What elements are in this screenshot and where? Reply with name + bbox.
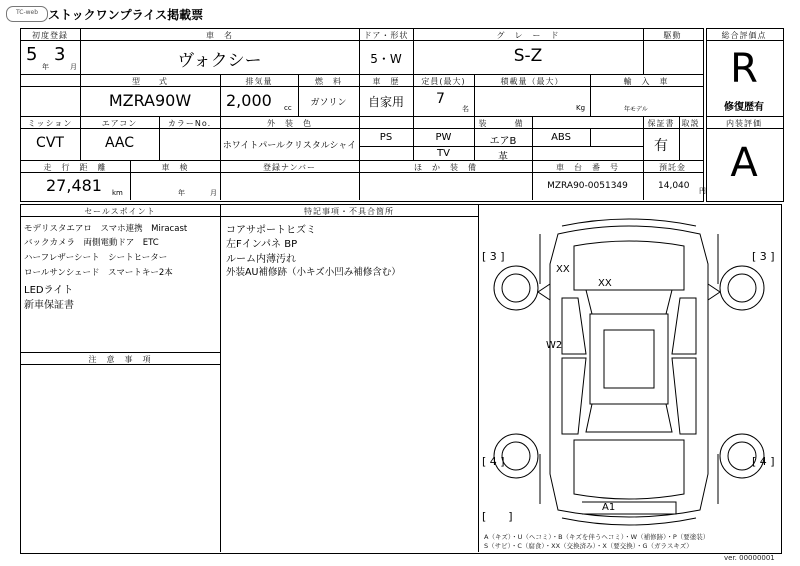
model-label: 型 式 (132, 77, 168, 86)
mark-w2: W2 (546, 340, 563, 351)
sales-point-2: バックカメラ 両側電動ドア ETC (24, 238, 159, 248)
inspection-label: 車 検 (161, 163, 189, 172)
displacement: 2,000 (226, 91, 272, 110)
panel-3-right: [ 3 ] (752, 250, 775, 263)
import-model-year: 年モデル (624, 106, 648, 113)
grade: S-Z (513, 46, 543, 66)
recycle-fee: 14,040 (658, 181, 690, 191)
usage-label: 車 歴 (372, 77, 400, 86)
capacity-unit: 名 (462, 105, 469, 113)
panel-4-right: [ 4 ] (752, 455, 775, 468)
equip-leather: 革 (498, 152, 508, 163)
reg-month: 3 (54, 44, 66, 65)
recycle-label: 預託金 (659, 163, 686, 172)
remark-4: 外装AU補修跡（小キズ小凹み補修含む） (226, 267, 401, 278)
equip-tv: TV (437, 148, 450, 159)
chassis-number: MZRA90-0051349 (547, 181, 628, 191)
import-label: 輸 入 車 (623, 77, 669, 86)
usage: 自家用 (367, 95, 404, 109)
notes-label: 注 意 事 項 (88, 355, 152, 364)
reg-year-unit: 年 (42, 63, 49, 71)
inspection-month-unit: 月 (210, 189, 217, 197)
displacement-unit: cc (284, 104, 292, 112)
door-shape-label: ドア・形状 (363, 31, 409, 40)
sales-point-3: ハーフレザーシート シートヒーター (24, 253, 168, 263)
reg-number-label: 登録ナンバー (262, 163, 317, 172)
car-diagram (478, 204, 780, 552)
equip-pw: PW (435, 132, 452, 143)
reg-month-unit: 月 (70, 63, 77, 71)
remark-3: ルーム内薄汚れ (226, 254, 296, 265)
car-name-label: 車 名 (206, 31, 233, 40)
overall-sub: 修復歴有 (724, 102, 764, 113)
overall-eval-label: 総合評価点 (721, 31, 767, 40)
panel-3-left: [ 3 ] (482, 250, 505, 263)
mission-label: ミッション (27, 119, 73, 128)
displacement-label: 排気量 (245, 77, 273, 86)
exterior-color: ホワイトパールクリスタルシャイ (222, 141, 357, 151)
warranty-label: 保証書 (647, 119, 675, 128)
sales-point-6: 新車保証書 (24, 300, 74, 311)
mission: CVT (36, 135, 64, 151)
mark-xx-center: XX (598, 278, 612, 289)
capacity: 7 (436, 91, 445, 107)
manual-label: 取説 (681, 119, 700, 128)
other-equip-label: ほ か 装 備 (414, 163, 477, 172)
equip-abs: ABS (551, 132, 571, 143)
door-shape: 5・W (370, 52, 402, 66)
remark-2: 左Fインパネ BP (226, 239, 298, 250)
sales-point-5: LEDライト (24, 285, 74, 296)
drive-label: 駆動 (663, 31, 682, 40)
panel-4-left: [ 4 ] (482, 455, 505, 468)
interior-eval-label: 内装評価 (726, 119, 762, 128)
panel-bracket-bottom: [ ] (482, 510, 513, 523)
inspection-year-unit: 年 (178, 189, 185, 197)
overall-score: R (730, 46, 758, 92)
load-label: 積載量（最大） (500, 77, 564, 86)
capacity-label: 定員(最大) (421, 77, 466, 86)
warranty-value: 有 (654, 138, 668, 154)
legend-line-2: S（サビ）・C（腐食）・XX（交換済み）・X（要交換）・G（ガラスキズ） (484, 542, 693, 550)
aircon-label: エアコン (101, 119, 138, 128)
color-no-label: カラーNo. (167, 119, 212, 128)
first-reg-label: 初度登録 (32, 31, 68, 40)
reg-year: 5 (26, 44, 38, 65)
mark-a1: A1 (602, 502, 616, 513)
load-unit: Kg (576, 104, 586, 112)
fuel: ガソリン (310, 98, 347, 108)
mileage-label: 走 行 距 離 (43, 163, 107, 172)
mark-xx-left: XX (556, 264, 570, 275)
equip-airbag: エアB (489, 136, 517, 147)
recycle-unit: 円 (699, 187, 706, 195)
mileage-unit: km (112, 189, 123, 197)
equipment-label: 装 備 (478, 119, 524, 128)
chassis-no-label: 車 台 番 号 (556, 163, 619, 172)
sales-point-4: ロールサンシェード スマートキー2本 (24, 268, 173, 278)
equip-ps: PS (379, 132, 393, 143)
interior-score: A (730, 140, 758, 186)
model-code: MZRA90W (108, 91, 192, 110)
document-title: ストックワンプライス掲載票 (48, 8, 204, 22)
remark-1: コアサポートヒズミ (226, 225, 316, 236)
sales-point-1: モデリスタエアロ スマホ連携 Miracast (24, 224, 188, 234)
remarks-label: 特記事項・不具合箇所 (304, 207, 394, 216)
legend-line-1: A（キズ）・U（ヘコミ）・B（キズを伴うヘコミ）・W（補修跡）・P（要塗装） (484, 533, 710, 541)
version: ver. 00000001 (724, 554, 775, 562)
sales-points-label: セールスポイント (84, 207, 156, 216)
aircon: AAC (104, 135, 135, 151)
logo: TC-web (6, 6, 48, 22)
car-name: ヴォクシー (177, 51, 262, 71)
fuel-label: 燃 料 (315, 77, 342, 86)
grade-label: グ レ ー ド (496, 31, 560, 40)
exterior-color-label: 外 装 色 (267, 119, 312, 128)
mileage: 27,481 (46, 176, 102, 195)
